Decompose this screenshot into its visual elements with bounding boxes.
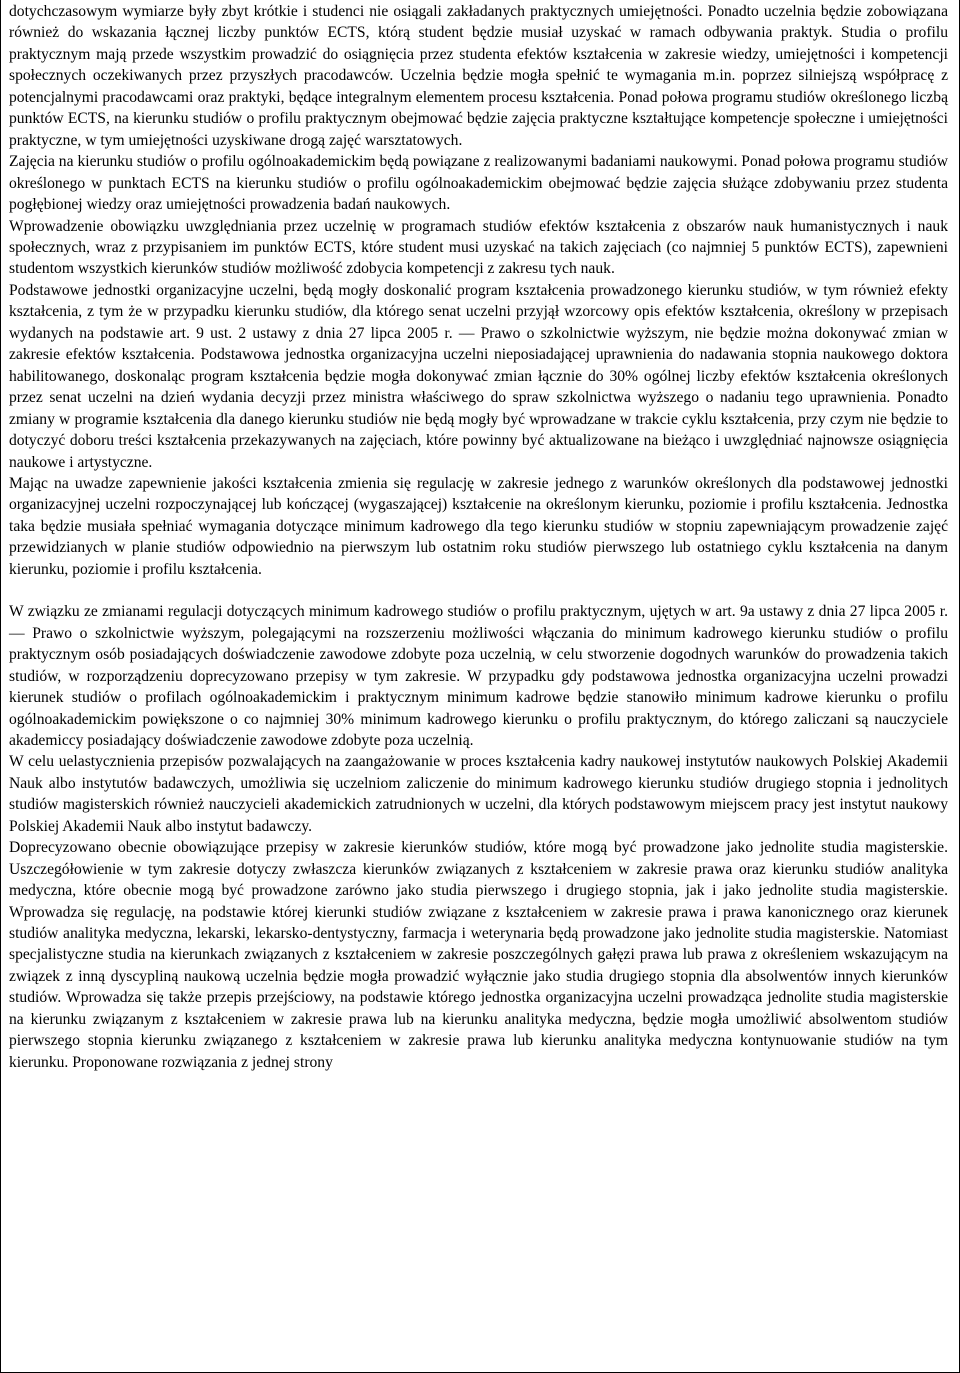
paragraph-pan-institutes: W celu uelastycznienia przepisów pozwalających na zaangażowanie w proces kształcenia kadry naukowej instytutów naukowych Polskiej Akademii Nauk albo instytutów badawczych, umożliwia się uczelniom zaliczenie do minimum kadrowego kierunku studiów drugiego stopnia i jednolitych studiów magisterskich również nauczycieli akademickich zatrudnionych w uczelni, dla których podstawowym miejscem pracy jest instytut naukowy Polskiej Akademii Nauk albo instytut badawczy.	[9, 753, 948, 835]
paragraph-unified-masters: Doprecyzowano obecnie obowiązujące przepisy w zakresie kierunków studiów, które mogą być prowadzone jako jednolite studia magisterskie. Uszczegółowienie w tym zakresie dotyczy zwłaszcza kierunków związanych z kształceniem w zakresie prawa oraz kierunku studiów analityka medyczna, które obecnie mogą być prowadzone zarówno jako studia pierwszego i drugiego stopnia, jak i jako jednolite studia magisterskie. Wprowadza się regulację, na podstawie której kierunki studiów związane z kształceniem w zakresie prawa i prawa kanonicznego oraz kierunek studiów analityka medyczna, lekarski, lekarsko-dentystyczny, farmacja i weterynaria będą prowadzone jako jednolite studia magisterskie. Natomiast specjalistyczne studia na kierunkach związanych z kształceniem w zakresie poszczególnych gałęzi prawa lub prawa z określeniem wskazującym na związek z inną dyscypliną naukową uczelnia będzie mogła prowadzić wyłącznie jako studia drugiego stopnia dla absolwentów innych kierunków studiów. Wprowadza się także przepis przejściowy, na podstawie którego jednostka organizacyjna uczelni prowadząca jednolite studia magisterskie na kierunku związanym z kształceniem w zakresie prawa lub na kierunku analityka medyczna, będzie mogła umożliwić absolwentom studiów pierwszego stopnia kierunku związanego z kształceniem w zakresie prawa lub kierunku analityka medyczna kontynuowanie studiów na tym kierunku. Proponowane rozwiązania z jednej strony	[9, 839, 948, 1071]
paragraph-minimum-staff: W związku ze zmianami regulacji dotyczących minimum kadrowego studiów o profilu praktycznym, ujętych w art. 9a ustawy z dnia 27 lipca 2005 r. ― Prawo o szkolnictwie wyższym, polegającymi na rozszerzeniu możliwości włączania do minimum kadrowego kierunku studiów o profilu praktycznym osób posiadających doświadczenie zawodowe zdobyte poza uczelnią, w celu stworzenie dogodnych warunków do prowadzenia takich studiów, w rozporządzeniu doprecyzowano przepisy w tym zakresie. W przypadku gdy podstawowa jednostka organizacyjna uczelni prowadzi kierunek studiów o profilach ogólnoakademickim i praktycznym minimum kadrowe będzie stanowiło minimum kadrowe kierunku o profilu ogólnoakademickim powiększone o co najmniej 30% minimum kadrowego kierunku o profilu praktycznym, do którego zaliczani są nauczyciele akademiccy posiadający doświadczenie zawodowe zdobyte poza uczelnią.	[9, 603, 948, 749]
paragraph-quality-assurance: Mając na uwadze zapewnienie jakości kształcenia zmienia się regulację w zakresie jednego z warunków określonych dla podstawowej jednostki organizacyjnej uczelni rozpoczynającej lub kończącej (wygaszającej) kształcenie na określonym kierunku, poziomie i profilu kształcenia. Jednostka taka będzie musiała spełniać wymagania dotyczące minimum kadrowego dla tego kierunku studiów w stopniu zapewniającym prowadzenie zajęć przewidzianych w planie studiów odpowiednio na pierwszym lub ostatnim roku studiów pierwszego lub ostatniego cyklu kształcenia na danym kierunku, poziomie i profilu kształcenia.	[9, 474, 948, 578]
paragraph-academic-profile: Zajęcia na kierunku studiów o profilu ogólnoakademickim będą powiązane z realizowanymi badaniami naukowymi. Ponad połowa programu studiów określonego w punktach ECTS na kierunku studiów o profilu ogólnoakademickim obejmować będzie zajęcia służące zdobywaniu przez studenta pogłębionej wiedzy oraz umiejętności prowadzenia badań naukowych.	[9, 153, 948, 214]
paragraph-practical-profile: dotychczasowym wymiarze były zbyt krótkie i studenci nie osiągali zakładanych praktycznych umiejętności. Ponadto uczelnia będzie zobowiązana również do wskazania łącznej liczby punktów ECTS, którą student będzie musiał uzyskać w ramach odbywania praktyk. Studia o profilu praktycznym mają przede wszystkim prowadzić do osiągnięcia przez studenta efektów kształcenia w zakresie wiedzy, umiejętności i kompetencji społecznych oczekiwanych przez przyszłych pracodawców. Uczelnia będzie mogła spełnić te wymagania m.in. poprzez silniejszą współpracę z potencjalnymi pracodawcami oraz praktyki, będące integralnym elementem procesu kształcenia. Ponad połowa programu studiów określonego liczbą punktów ECTS, na kierunku studiów o profilu praktycznym obejmować będzie zajęcia praktyczne kształtujące kompetencje społeczne i umiejętności praktyczne, w tym umiejętności uzyskiwane drogą zajęć warsztatowych.	[9, 3, 948, 149]
paragraph-program-improvement: Podstawowe jednostki organizacyjne uczelni, będą mogły doskonalić program kształcenia prowadzonego kierunku studiów, w tym również efekty kształcenia, z tym że w przypadku kierunku studiów, dla którego senat uczelni przyjął wzorcowy opis efektów kształcenia, określony w przepisach wydanych na podstawie art. 9 ust. 2 ustawy z dnia 27 lipca 2005 r. ― Prawo o szkolnictwie wyższym, nie będzie można dokonywać zmian w zakresie efektów kształcenia. Podstawowa jednostka organizacyjna uczelni nieposiadającej uprawnienia do nadawania stopnia naukowego doktora habilitowanego, doskonaląc program kształcenia będzie mogła dokonywać zmian łącznie do 30% ogólnej liczby efektów kształcenia określonych przez senat uczelni na dzień wydania decyzji przez ministra właściwego do spraw szkolnictwa wyższego o nadaniu tego uprawnienia. Ponadto zmiany w programie kształcenia dla danego kierunku studiów nie będą mogły być wprowadzane w trakcie cyklu kształcenia, przy czym nie będzie to dotyczyć doboru treści kształcenia przekazywanych na zajęciach, które powinny być aktualizowane na bieżąco i uwzględniać najnowsze osiągnięcia naukowe i artystyczne.	[9, 281, 948, 471]
document-body	[9, 1, 948, 1073]
paragraph-humanities-ects: Wprowadzenie obowiązku uwzględniania przez uczelnię w programach studiów efektów kształcenia z obszarów nauk humanistycznych i nauk społecznych, wraz z przypisaniem im punktów ECTS, które student musi uzyskać na takich zajęciach (co najmniej 5 punktów ECTS), zapewnieni studentom wszystkich kierunków studiów możliwość zdobycia kompetencji z zakresu tych nauk.	[9, 217, 948, 278]
